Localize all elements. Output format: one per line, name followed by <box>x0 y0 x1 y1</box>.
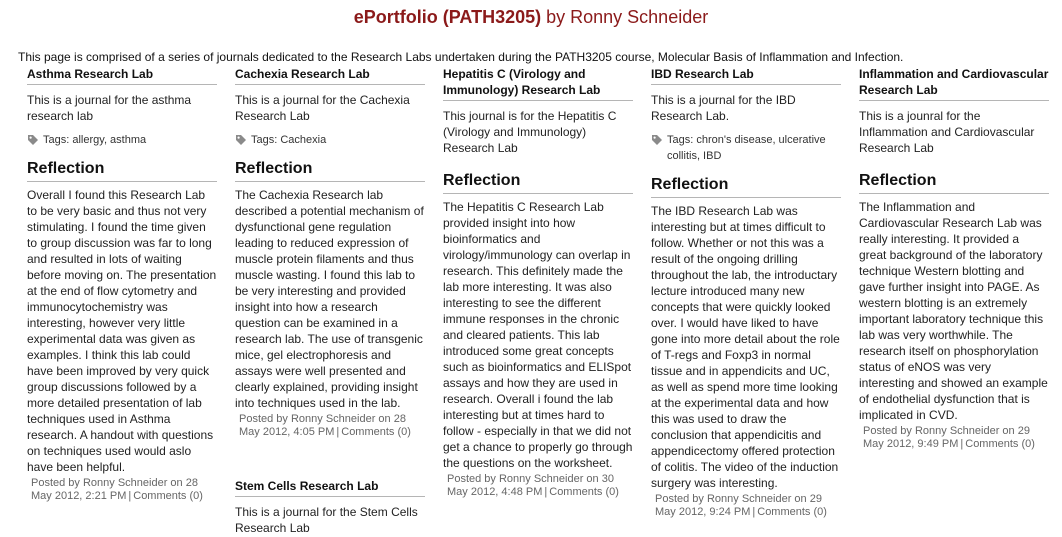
journal-tags <box>27 132 217 148</box>
tag-links[interactable]: allergy, asthma <box>72 134 147 146</box>
tag-list <box>251 132 425 148</box>
reflection-text: Overall I found this Research Lab to be very basic and thus not very stimulating. I found the time given to group discussion was far to long and resulted in lots of waiting before moving on. The presentation at the end of flow cytometry and immunocytochemistry was interesting, however very little experimental data was given as examples. I think this lab could have been improved by very quick group discussions followed by a more detailed presentation of lab techniques used in Asthma research. A handout with questions on techniques used would aslo have been helpful. <box>27 188 217 474</box>
reflection-heading: Reflection <box>27 159 217 182</box>
posted-by: Posted by Ronny Schneider on <box>447 473 599 485</box>
post-meta: Posted by Ronny Schneider on 29 May 2012, 9:24 PM | Comments (0) <box>655 493 827 518</box>
journal-title-link[interactable]: Inflammation and Cardiovascular Research Lab <box>859 66 1049 101</box>
journal-description: This is a journal for the Stem Cells Research Lab <box>235 505 418 535</box>
posted-date: 28 May 2012, 2:21 PM <box>31 477 198 502</box>
comments-link[interactable]: Comments (0) <box>133 490 203 502</box>
reflection-text: The Hepatitis C Research Lab provided insight into how bioinformatics and virology/immunology can overlap in research. This definitely made the lab more interesting. It was also interesting to see the different immune responses in the chronic and cleared patients. This lab introduced some great concepts such as bioinformatics and ELISpot assays and how they are used in research. Overall i found the lab interesting but at times hard to follow - especially in that we did not get a chance to properly go through the questions on the worksheet. <box>443 200 633 470</box>
tags-label: Tags: <box>667 134 694 146</box>
posted-by: Posted by Ronny Schneider on <box>655 493 807 505</box>
journal-cachexia <box>235 66 425 439</box>
journal-title-link[interactable]: Hepatitis C (Virology and Immunology) Research Lab <box>443 66 633 101</box>
posted-date: 30 May 2012, 4:48 PM <box>447 473 614 498</box>
comments-link[interactable]: Comments (0) <box>549 486 619 498</box>
journal-description: This is a journal for the IBD Research Lab. <box>651 93 796 123</box>
journal-description: This is a jounral for the Inflammation and Cardiovascular Research Lab <box>859 109 1035 155</box>
tag-list <box>667 132 841 164</box>
journal-title-link[interactable]: Asthma Research Lab <box>27 66 217 85</box>
post-meta: Posted by Ronny Schneider on 29 May 2012, 9:49 PM | Comments (0) <box>863 425 1035 450</box>
reflection-heading: Reflection <box>235 159 425 182</box>
reflection-text: The Cachexia Research lab described a potential mechanism of dysfunctional gene regulation leading to reduced expression of muscle protein filaments and thus muscle wasting. I found this lab to be very interesting and provided insight into how a research question can be examined in a research lab. The use of transgenic mice, gel electrophoresis and assays were well presented and clearly explained, providing insight into techniques used in the lab. <box>235 188 424 410</box>
journal-title-link[interactable]: Stem Cells Research Lab <box>235 478 425 497</box>
post-meta: Posted by Ronny Schneider on 28 May 2012, 4:05 PM | Comments (0) <box>239 413 411 438</box>
page-intro: This page is comprised of a series of journals dedicated to the Research Labs undertaken during the PATH3205 course, Molecular Basis of Inflammation and Infection. <box>18 50 904 64</box>
tags-label: Tags: <box>43 134 70 146</box>
comments-link[interactable]: Comments (0) <box>965 438 1035 450</box>
posted-date: 28 May 2012, 4:05 PM <box>239 413 406 438</box>
journal-tags <box>651 132 841 164</box>
posted-by: Posted by Ronny Schneider on <box>863 425 1015 437</box>
posted-by: Posted by Ronny Schneider on <box>239 413 391 425</box>
comments-link[interactable]: Comments (0) <box>757 506 827 518</box>
page-title-byline: by Ronny Schneider <box>541 7 709 27</box>
tag-icon <box>27 134 39 146</box>
reflection-heading: Reflection <box>859 171 1049 194</box>
page-title-main: ePortfolio (PATH3205) <box>353 7 542 27</box>
journal-stem-cells <box>235 478 425 537</box>
posted-date: 29 May 2012, 9:24 PM <box>655 493 822 518</box>
tag-links[interactable]: chron's disease, ulcerative collitis, IBD <box>667 134 826 162</box>
tag-icon <box>651 134 663 146</box>
tag-list <box>43 132 217 148</box>
post-meta: Posted by Ronny Schneider on 30 May 2012, 4:48 PM | Comments (0) <box>447 473 619 498</box>
post-meta: Posted by Ronny Schneider on 28 May 2012, 2:21 PM | Comments (0) <box>31 477 203 502</box>
tag-icon <box>235 134 247 146</box>
reflection-heading: Reflection <box>651 175 841 198</box>
page-title <box>0 7 1062 28</box>
journal-description: This is a journal for the Cachexia Research Lab <box>235 93 410 123</box>
comments-link[interactable]: Comments (0) <box>341 426 411 438</box>
reflection-text: The IBD Research Lab was interesting but at times difficult to follow. Whether or not this was a result of the ongoing drilling throughout the lab, the introductary lecture introduced many new concepts that were quickly looked over. I would have liked to have gone into more detail about the role of T-regs and Foxp3 in normal tissue and in appendicits and UC, as well as spend more time looking at the experimental data and how this was used to draw the conclusion that appendicitis and appendicectomy offered protection of colitis. The video of the induction surgery was interesting. <box>651 204 840 490</box>
journal-title-link[interactable]: Cachexia Research Lab <box>235 66 425 85</box>
journal-hepatitis-c <box>443 66 633 499</box>
journal-description: This is a journal for the asthma research lab <box>27 93 192 123</box>
journal-title-link[interactable]: IBD Research Lab <box>651 66 841 85</box>
tags-label: Tags: <box>251 134 278 146</box>
journal-inflammation-cardiovascular <box>859 66 1049 451</box>
reflection-text: The Inflammation and Cardiovascular Research Lab was really interesting. It provided a great background of the laboratory technique Western blotting and gave further insight into PAGE. As western blotting is an extremely important laboratory technique this lab was very worthwhile. The research itself on phosphorylation status of eNOS was very interesting and showed an example of endothelial dysfunction that is implicated in CVD. <box>859 200 1048 422</box>
reflection-heading: Reflection <box>443 171 633 194</box>
posted-date: 29 May 2012, 9:49 PM <box>863 425 1030 450</box>
journal-ibd <box>651 66 841 519</box>
journal-asthma <box>27 66 217 503</box>
journal-tags <box>235 132 425 148</box>
posted-by: Posted by Ronny Schneider on <box>31 477 183 489</box>
tag-links[interactable]: Cachexia <box>280 134 327 146</box>
journal-description: This journal is for the Hepatitis C (Virology and Immunology) Research Lab <box>443 109 617 155</box>
